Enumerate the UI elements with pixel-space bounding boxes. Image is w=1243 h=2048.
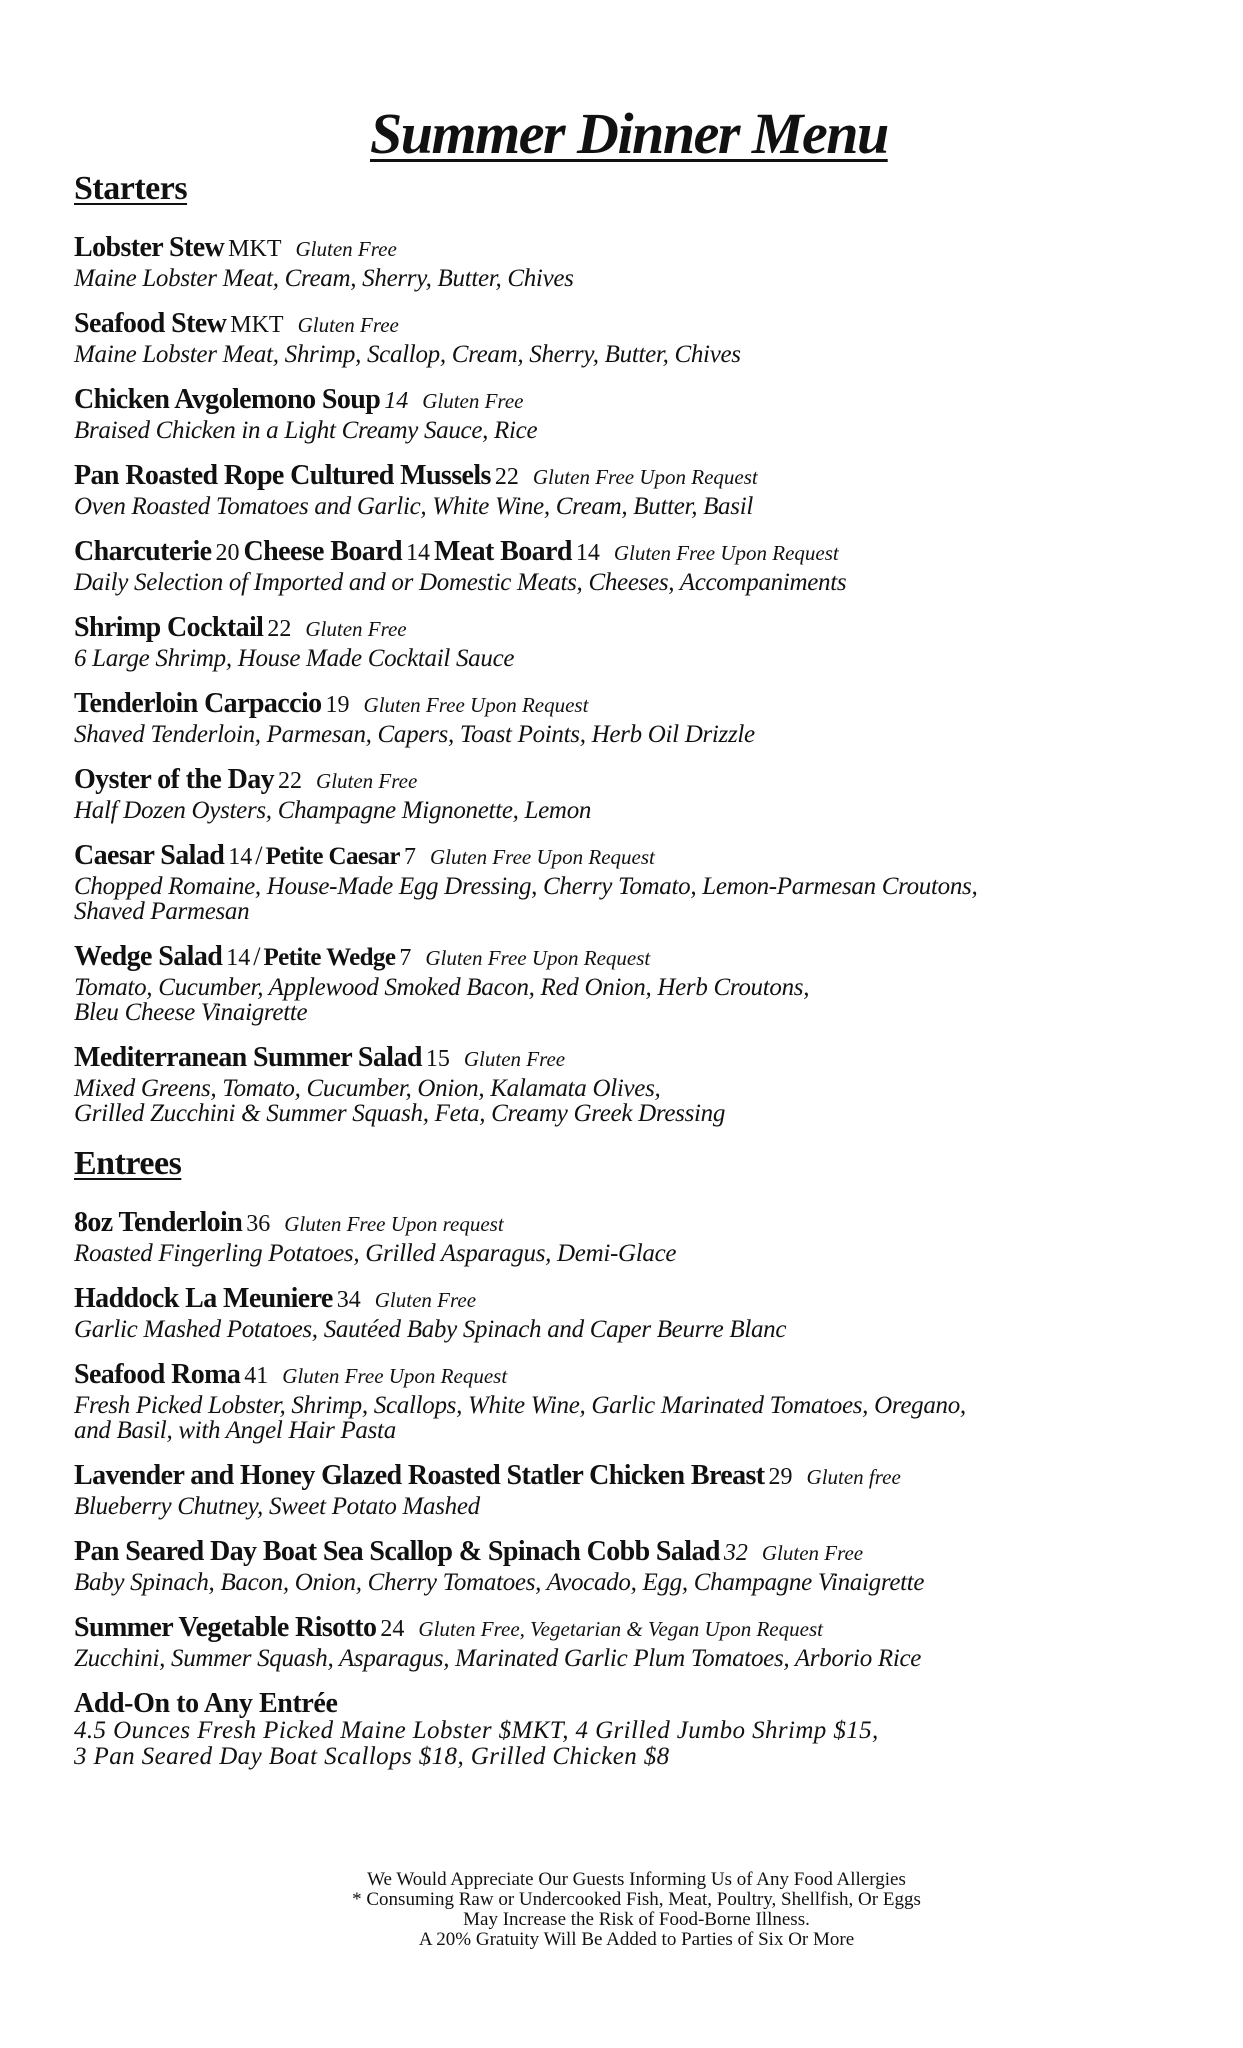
gluten-note: Gluten Free Upon Request [532,465,758,489]
menu-item-header [74,1462,1194,1494]
dish-price: 29 [768,1464,793,1490]
dish-description: 6 Large Shrimp, House Made Cocktail Sauce [74,645,515,672]
footer-line: May Increase the Risk of Food-Borne Illness. [463,1909,810,1930]
gluten-note: Gluten free [806,1465,901,1489]
gluten-note: Gluten Free [316,769,418,793]
dish-price: 32 [723,1540,748,1566]
footer-line: A 20% Gratuity Will Be Added to Parties of Six Or More [418,1929,855,1950]
dish-name: Lavender and Honey Glazed Roasted Statler Chicken Breast [74,1460,765,1491]
gluten-note: Gluten Free Upon request [284,1212,504,1236]
dish-name: Meat Board [433,536,572,567]
menu-item-header [74,1538,1194,1570]
dish-description: Fresh Picked Lobster, Shrimp, Scallops, White Wine, Garlic Marinated Tomatoes, Oregano, [74,1392,966,1419]
dish-name: Pan Seared Day Boat Sea Scallop & Spinach Cobb Salad [74,1536,720,1567]
dish-description: Daily Selection of Imported and or Domestic Meats, Cheeses, Accompaniments [74,569,847,596]
dish-name: Shrimp Cocktail [74,612,264,643]
menu-item [74,462,1194,519]
dish-price: 22 [278,768,303,794]
dish-name: Haddock La Meuniere [74,1283,333,1314]
dish-description: Roasted Fingerling Potatoes, Grilled Asparagus, Demi-Glace [74,1240,677,1267]
dish-description: Chopped Romaine, House-Made Egg Dressing, Cherry Tomato, Lemon-Parmesan Croutons, [74,873,978,900]
footer-notes [0,1870,1243,1950]
dish-description: Mixed Greens, Tomato, Cucumber, Onion, Kalamata Olives, [74,1075,661,1102]
menu-item [74,943,1194,1025]
dish-name: Wedge Salad [74,941,223,972]
menu-item-header [74,1361,1194,1393]
dish-description: Half Dozen Oysters, Champagne Mignonette, Lemon [74,797,592,824]
dish-name: Seafood Roma [74,1359,241,1390]
addon-section [74,1690,1194,1770]
dish-price: 14 [228,844,253,870]
dish-price: 22 [267,616,292,642]
starters-list [74,234,1194,1126]
menu-item-header [74,614,1194,646]
dish-description: Zucchini, Summer Squash, Asparagus, Marinated Garlic Plum Tomatoes, Arborio Rice [74,1645,922,1672]
menu-item-header [74,538,1194,570]
dish-price: 20 [215,540,240,566]
price-separator: / [255,841,263,870]
dish-name: Summer Vegetable Risotto [74,1612,377,1643]
dish-name: 8oz Tenderloin [74,1207,243,1238]
menu-item [74,538,1194,595]
dish-name: Petite Caesar [265,843,400,870]
gluten-note: Gluten Free [422,389,524,413]
menu-item [74,1361,1194,1443]
gluten-note: Gluten Free Upon Request [613,541,839,565]
addon-line: 3 Pan Seared Day Boat Scallops $18, Grilled Chicken $8 [74,1743,670,1770]
dish-price: 14 [226,945,251,971]
menu-item [74,690,1194,747]
dish-description: Maine Lobster Meat, Shrimp, Scallop, Cream, Sherry, Butter, Chives [74,341,741,368]
dish-description: Garlic Mashed Potatoes, Sautéed Baby Spinach and Caper Beurre Blanc [74,1316,787,1343]
menu-item-header [74,943,1194,975]
dish-name: Petite Wedge [263,944,396,971]
dish-description: Oven Roasted Tomatoes and Garlic, White Wine, Cream, Butter, Basil [74,493,753,520]
dish-price: 36 [246,1211,271,1237]
menu-item [74,234,1194,291]
dish-price: 22 [494,464,519,490]
menu-content [74,170,1194,1770]
dish-name: Caesar Salad [74,840,225,871]
menu-item-header [74,1044,1194,1076]
menu-item-header [74,1209,1194,1241]
addon-title: Add-On to Any Entrée [74,1688,338,1719]
starters-heading: Starters [74,170,188,207]
menu-item [74,1209,1194,1266]
dish-name: Cheese Board [243,536,402,567]
menu-item-header [74,690,1194,722]
menu-item-header [74,462,1194,494]
menu-item-header [74,1614,1194,1646]
gluten-note: Gluten Free Upon Request [363,693,589,717]
menu-item [74,1285,1194,1342]
dish-price: 15 [425,1046,450,1072]
menu-item [74,842,1194,924]
dish-price: MKT [228,236,282,262]
gluten-note: Gluten Free [374,1288,477,1312]
entrees-heading: Entrees [74,1145,182,1182]
gluten-note: Gluten Free [295,237,397,261]
dish-description: and Basil, with Angel Hair Pasta [74,1417,396,1444]
gluten-note: Gluten Free [761,1541,864,1565]
dish-description: Tomato, Cucumber, Applewood Smoked Bacon, Red Onion, Herb Croutons, [74,974,810,1001]
dish-name: Pan Roasted Rope Cultured Mussels [74,460,491,491]
dish-description: Bleu Cheese Vinaigrette [74,999,308,1026]
dish-name: Chicken Avgolemono Soup [74,384,381,415]
menu-item [74,1614,1194,1671]
dish-name: Lobster Stew [74,232,225,263]
menu-item [74,310,1194,367]
menu-item [74,766,1194,823]
dish-price: 34 [336,1287,361,1313]
dish-description: Maine Lobster Meat, Cream, Sherry, Butter, Chives [74,265,574,292]
dish-description: Blueberry Chutney, Sweet Potato Mashed [74,1493,480,1520]
footer-line: We Would Appreciate Our Guests Informing Us of Any Food Allergies [367,1869,906,1890]
gluten-note: Gluten Free Upon Request [425,946,651,970]
menu-item [74,1044,1194,1126]
menu-item [74,614,1194,671]
menu-title: Summer Dinner Menu [370,101,888,166]
addon-line: 4.5 Ounces Fresh Picked Maine Lobster $MKT, 4 Grilled Jumbo Shrimp $15, [74,1717,879,1744]
menu-item-header [74,766,1194,798]
gluten-note: Gluten Free [297,313,399,337]
dish-price: 41 [244,1363,269,1389]
dish-price: 24 [380,1616,405,1642]
dish-name: Mediterranean Summer Salad [74,1042,422,1073]
entrees-list [74,1209,1194,1671]
menu-item-header [74,310,1194,342]
gluten-note: Gluten Free Upon Request [282,1364,508,1388]
dish-name: Seafood Stew [74,308,227,339]
dish-description: Baby Spinach, Bacon, Onion, Cherry Tomatoes, Avocado, Egg, Champagne Vinaigrette [74,1569,925,1596]
menu-item-header [74,842,1194,874]
dish-description: Grilled Zucchini & Summer Squash, Feta, Creamy Greek Dressing [74,1100,726,1127]
dish-description: Braised Chicken in a Light Creamy Sauce, Rice [74,417,538,444]
menu-item [74,386,1194,443]
menu-item [74,1462,1194,1519]
gluten-note: Gluten Free [305,617,407,641]
dish-name: Oyster of the Day [74,764,275,795]
dish-price: 19 [325,692,350,718]
menu-item-header [74,386,1194,418]
gluten-note: Gluten Free Upon Request [429,845,655,869]
gluten-note: Gluten Free [463,1047,566,1071]
dish-description: Shaved Parmesan [74,898,250,925]
dish-price: 7 [399,945,412,971]
dish-description: Shaved Tenderloin, Parmesan, Capers, Toast Points, Herb Oil Drizzle [74,721,755,748]
dish-price: 14 [405,540,430,566]
dish-name: Charcuterie [74,536,212,567]
menu-item-header [74,1285,1194,1317]
dish-price: 14 [575,540,600,566]
price-separator: / [253,942,261,971]
gluten-note: Gluten Free, Vegetarian & Vegan Upon Request [418,1617,823,1641]
dish-price: MKT [230,312,284,338]
menu-item [74,1538,1194,1595]
dish-name: Tenderloin Carpaccio [74,688,322,719]
dish-price: 7 [403,844,416,870]
footer-line: * Consuming Raw or Undercooked Fish, Meat, Poultry, Shellfish, Or Eggs [352,1889,921,1910]
menu-item-header [74,234,1194,266]
dish-price: 14 [384,388,409,414]
